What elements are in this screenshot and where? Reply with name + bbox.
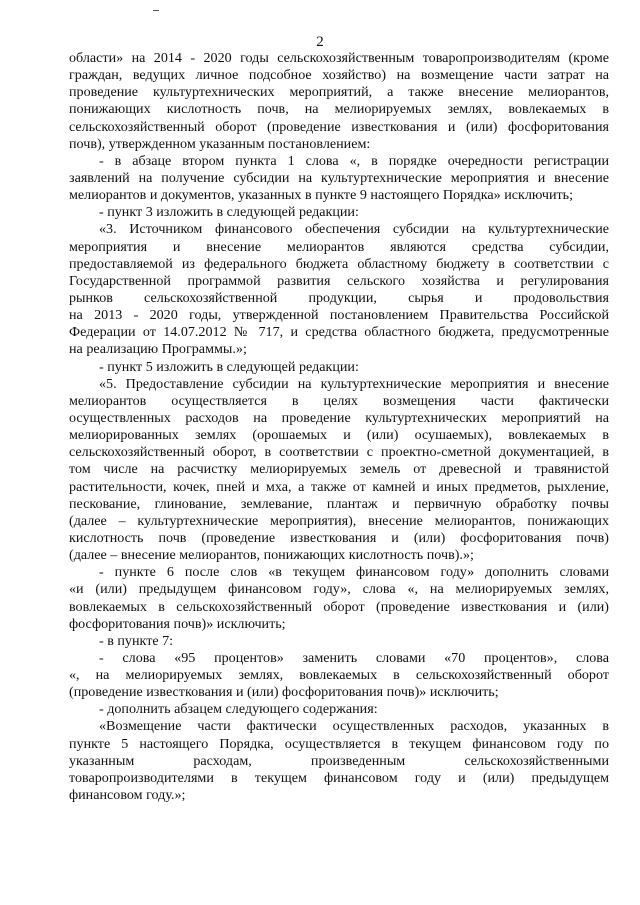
text-line: «Возмещение части фактически осуществленных расходов, указанных в xyxy=(99,718,609,735)
text-line: пескование, глинование, землевание, плантаж и первичную обработку почвы xyxy=(69,495,609,512)
text-line: области» на 2014 - 2020 годы сельскохозяйственным товаропроизводителям (кроме xyxy=(69,50,609,66)
text-line: осуществленных расходов на проведение культуртехнических мероприятий на xyxy=(69,409,609,426)
text-line: понижающих кислотность почв, на мелиорируемых землях, вовлекаемых в xyxy=(69,101,609,118)
text-line: граждан, ведущих личное подсобное хозяйство) на возмещение части затрат на xyxy=(69,67,609,84)
text-line: том числе на расчистку мелиорируемых земель от древесной и травянистой xyxy=(69,461,609,478)
text-line: почв), утвержденном указанным постановлением: xyxy=(69,135,371,152)
document-body xyxy=(69,50,609,804)
text-line: мелиорированных землях (орошаемых и (или) осушаемых), вовлекаемых в xyxy=(69,427,609,444)
text-line: финансовом году.»; xyxy=(69,787,186,804)
text-line: сельскохозяйственный оборот, в соответствии с проектно-сметной документацией, в xyxy=(69,444,609,461)
text-line: заявлений на получение субсидии на культуртехнические мероприятия и внесение xyxy=(69,169,609,186)
text-line: (далее – внесение мелиорантов, понижающих кислотность почв).»; xyxy=(69,547,474,564)
text-line: растительности, кочек, пней и мха, а также от камней и иных предметов, рыхление, xyxy=(69,478,609,495)
text-line: - в пункте 7: xyxy=(99,632,174,649)
text-line: на 2013 - 2020 годы, утвержденной постановлением Правительства Российской xyxy=(69,307,609,324)
page-number: 2 xyxy=(316,34,324,50)
text-line: - дополнить абзацем следующего содержания: xyxy=(99,701,378,718)
text-line: «, на мелиорируемых землях, вовлекаемых в сельскохозяйственный оборот xyxy=(69,667,609,684)
text-line: «3. Источником финансового обеспечения субсидии на культуртехнические xyxy=(99,221,609,238)
text-line: на реализацию Программы.»; xyxy=(69,341,247,358)
text-line: рынков сельскохозяйственной продукции, сырья и продовольствия xyxy=(69,289,609,306)
text-line: мероприятия и внесение мелиорантов являются средства субсидии, xyxy=(69,238,609,255)
text-line: предоставляемой из федерального бюджета областному бюджету в соответствии с xyxy=(69,255,609,272)
text-line: фосфоритования почв)» исключить; xyxy=(69,615,286,632)
text-line: сельскохозяйственный оборот (проведение известкования и (или) фосфоритования xyxy=(69,118,609,135)
text-line: указанным расходам, произведенным сельскохозяйственными xyxy=(69,752,609,769)
text-line: - слова «95 процентов» заменить словами «70 процентов», слова xyxy=(99,649,609,666)
text-line: «5. Предоставление субсидии на культуртехнические мероприятия и внесение xyxy=(99,375,609,392)
text-line: - в абзаце втором пункта 1 слова «, в порядке очередности регистрации xyxy=(99,152,609,169)
text-line: (далее – культуртехнические мероприятия), внесение мелиорантов, понижающих xyxy=(69,512,609,529)
text-line: Федерации от 14.07.2012 № 717, и средства областного бюджета, предусмотренные xyxy=(69,324,609,341)
text-line: пункте 5 настоящего Порядка, осуществляется в текущем финансовом году по xyxy=(69,735,609,752)
text-line: (проведение известкования и (или) фосфоритования почв)» исключить; xyxy=(69,684,499,701)
text-line: проведение культуртехнических мероприятий, а также внесение мелиорантов, xyxy=(69,84,609,101)
text-line: вовлекаемых в сельскохозяйственный оборот (проведение известкования и (или) xyxy=(69,598,609,615)
scan-mark xyxy=(153,10,159,11)
text-line: Государственной программой развития сельского хозяйства и регулирования xyxy=(69,272,609,289)
text-line: кислотность почв (проведение известкования и (или) фосфоритования почв) xyxy=(69,529,609,546)
text-line: мелиорантов осуществляется в целях возмещения части фактически xyxy=(69,392,609,409)
text-line: «и (или) предыдущем финансовом году», слова «, на мелиорируемых землях, xyxy=(69,581,609,598)
text-line: - пункт 5 изложить в следующей редакции: xyxy=(99,358,359,375)
text-line: товаропроизводителями в текущем финансовом году и (или) предыдущем xyxy=(69,769,609,786)
text-line: - пункт 3 изложить в следующей редакции: xyxy=(99,204,359,221)
text-line: - пункте 6 после слов «в текущем финансовом году» дополнить словами xyxy=(99,564,609,581)
text-line: мелиорантов и документов, указанных в пункте 9 настоящего Порядка» исключить; xyxy=(69,187,574,204)
